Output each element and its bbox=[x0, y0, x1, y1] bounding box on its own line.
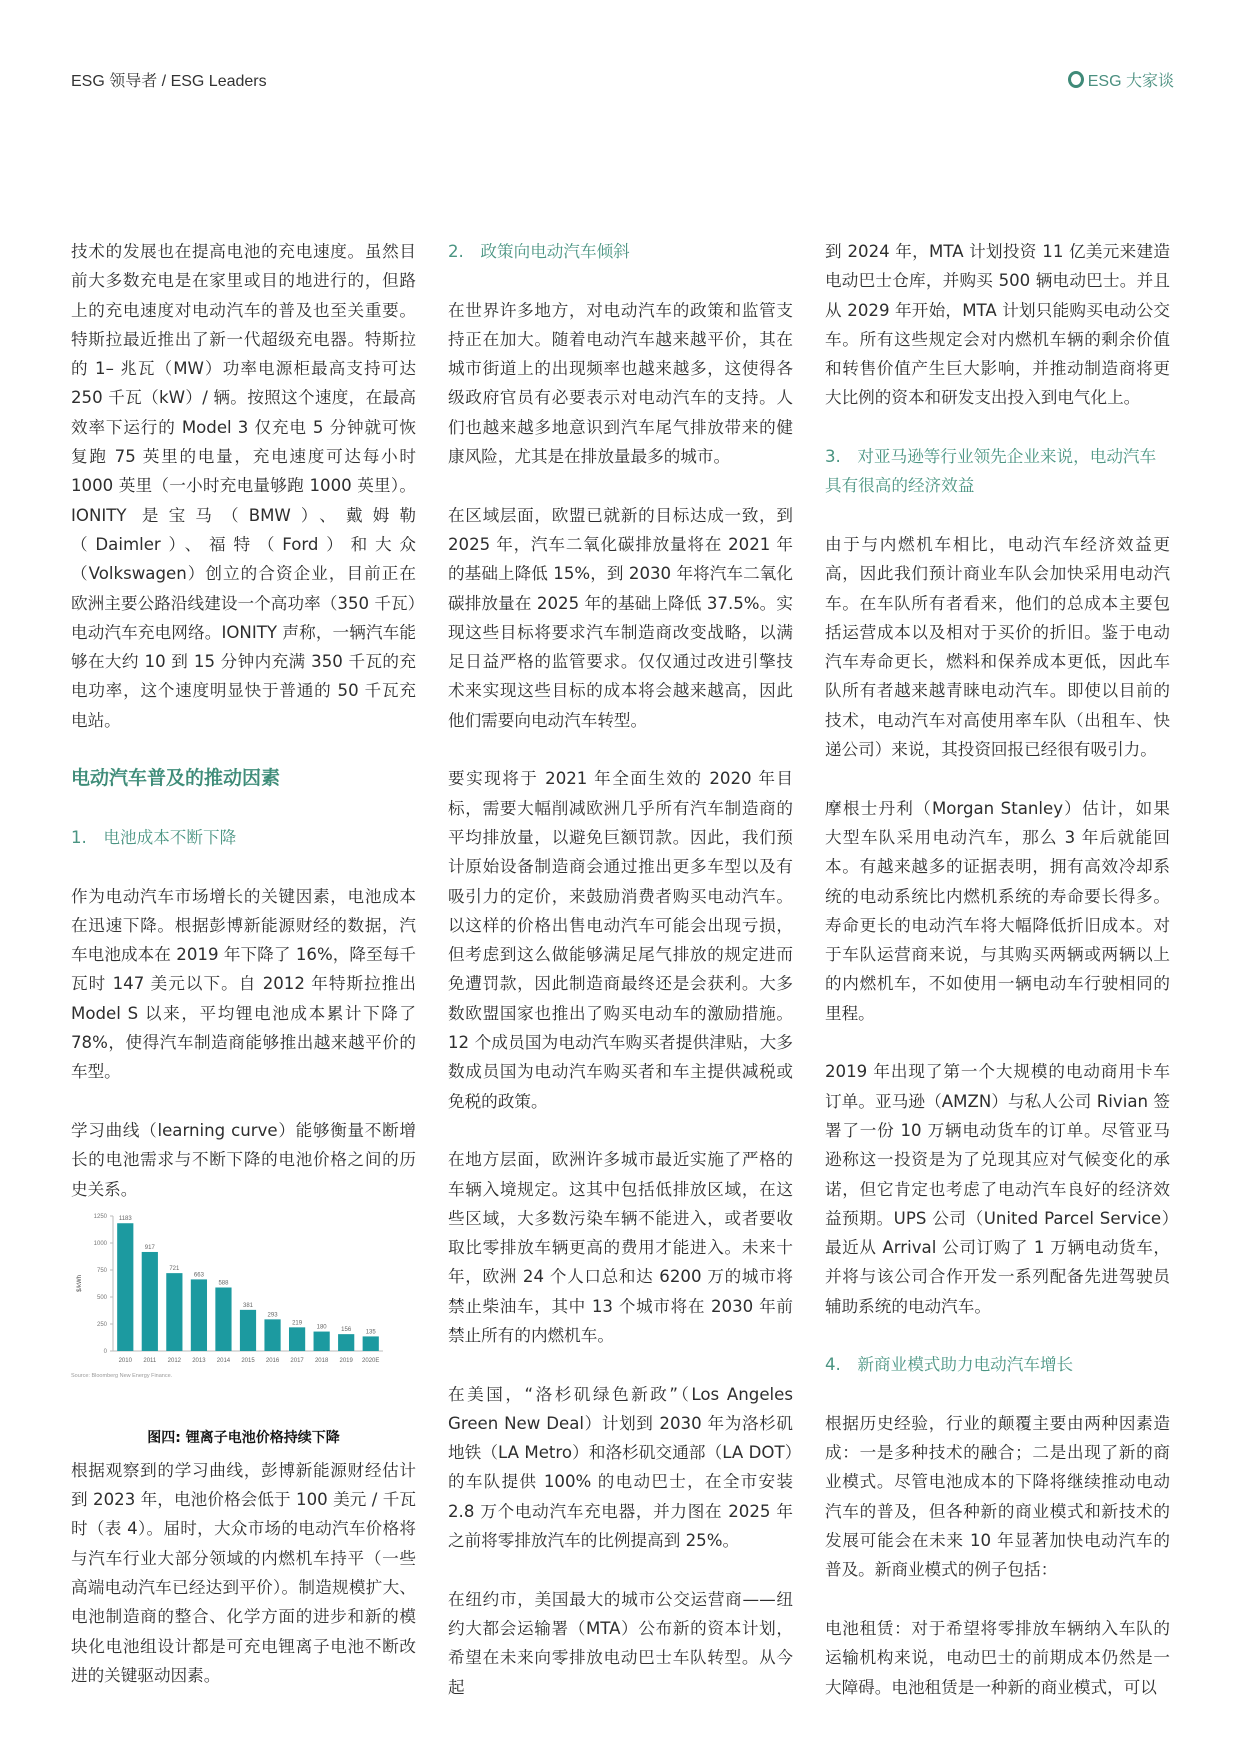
y-axis-label: $/kWh bbox=[77, 1274, 83, 1292]
data-label: 1183 bbox=[118, 1216, 132, 1223]
data-label: 156 bbox=[341, 1326, 352, 1333]
x-tick-label: 2010 bbox=[118, 1357, 132, 1364]
subheading: 1. 电池成本不断下降 bbox=[71, 827, 237, 847]
subheading: 3. 对亚马逊等行业领先企业来说，电动汽车具有很高的经济效益 bbox=[825, 447, 1157, 496]
data-label: 219 bbox=[292, 1320, 303, 1327]
paragraph: 在美国，“洛杉矶绿色新政”（Los Angeles Green New Deal）计划到 2030 年为洛杉矶地铁（LA Metro）和洛杉矶交通部（LA DOT）的车队提供 100% 的电动巴士，在全市安装 2.8 万个电动汽车充电器，并力图在 2025 年之前将零排放汽车的比例提高到 25%。 bbox=[448, 1384, 793, 1551]
header-brand: ESG 大家谈 bbox=[1087, 73, 1174, 90]
paragraph: 作为电动汽车市场增长的关键因素，电池成本在迅速下降。根据彭博新能源财经的数据，汽车电池成本在 2019 年下降了 16%，降至每千瓦时 147 美元以下。自 2012 年特斯拉推出 Model S 以来，平均锂电池成本累计下降了 78%，使得汽车制造商能够推出越来越平价的车型。 bbox=[71, 886, 416, 1082]
x-tick-label: 2015 bbox=[241, 1357, 255, 1364]
bar bbox=[314, 1331, 330, 1350]
paragraph: 由于与内燃机车相比，电动汽车经济效益更高，因此我们预计商业车队会加快采用电动汽车。在车队所有者看来，他们的总成本主要包括运营成本以及相对于买价的折旧。鉴于电动汽车寿命更长，燃料和保养成本更低，因此车队所有者越来越青睐电动汽车。即使以目前的技术，电动汽车对高使用率车队（出租车、快递公司）来说，其投资回报已经很有吸引力。 bbox=[825, 534, 1170, 760]
chart-source: Source: Bloomberg New Energy Finance. bbox=[71, 1372, 173, 1379]
y-tick-label: 1250 bbox=[93, 1213, 107, 1220]
data-label: 135 bbox=[365, 1329, 376, 1336]
bar bbox=[191, 1279, 207, 1351]
bar bbox=[215, 1287, 231, 1351]
data-label: 721 bbox=[169, 1265, 180, 1272]
paragraph: 2019 年出现了第一个大规模的电动商用卡车订单。亚马逊（AMZN）与私人公司 Rivian 签署了一份 10 万辆电动货车的订单。尽管亚马逊称这一投资是为了兑现其应对气候变化的承诺，但它肯定也考虑了电动汽车良好的经济效益预期。UPS 公司（United Parcel Service）最近从 Arrival 公司订购了 1 万辆电动货车，并将与该公司合作开发一系列配备先进驾驶员辅助系统的电动汽车。 bbox=[825, 1062, 1170, 1316]
x-tick-label: 2014 bbox=[216, 1357, 231, 1364]
x-tick-label: 2020E bbox=[362, 1357, 380, 1364]
bar bbox=[363, 1336, 379, 1351]
paragraph: 摩根士丹利（Morgan Stanley）估计，如果大型车队采用电动汽车，那么 3 年后就能回本。有越来越多的证据表明，拥有高效冷却系统的电动系统比内燃机系统的寿命要长得多。寿命更长的电动汽车将大幅降低折旧成本。对于车队运营商来说，与其购买两辆或两辆以上的内燃机车，不如使用一辆电动车行驶相同的里程。 bbox=[825, 798, 1170, 1023]
figure-caption: 图四: 锂离子电池价格持续下降 bbox=[147, 1430, 340, 1447]
paragraph: 技术的发展也在提高电池的充电速度。虽然目前大多数充电是在家里或目的地进行的，但路上的充电速度对电动汽车的普及也至关重要。特斯拉最近推出了新一代超级充电器。特斯拉的 1– 兆瓦（MW）功率电源柜最高支持可达 250 千瓦（kW）/ 辆。按照这个速度，在最高效率下运行的 Model 3 仅充电 5 分钟就可恢复跑 75 英里的电量，充电速度可达每小时 1000 英里（一小时充电量够跑 1000 英里）。IONITY 是宝马（BMW）、戴姆勒（Daimler）、福特（Ford）和大众（Volkswagen）创立的合资企业，目前正在欧洲主要公路沿线建设一个高功率（350 千瓦）电动汽车充电网络。IONITY 声称，一辆汽车能够在大约 10 到 15 分钟内充满 350 千瓦的充电功率，这个速度明显快于普通的 50 千瓦充电站。 bbox=[71, 242, 416, 730]
data-label: 588 bbox=[218, 1280, 229, 1287]
ring-logo-icon bbox=[1068, 71, 1084, 88]
paragraph: 在区域层面，欧盟已就新的目标达成一致，到 2025 年，汽车二氧化碳排放量将在 2021 年的基础上降低 15%，到 2030 年将汽车二氧化碳排放量在 2025 年的基础上降低 37.5%。实现这些目标将要求汽车制造商改变战略，以满足日益严格的监管要求。仅仅通过改进引擎技术来实现这些目标的成本将会越来越高，因此他们需要向电动汽车转型。 bbox=[448, 505, 793, 730]
chart-svg bbox=[71, 1210, 416, 1415]
data-label: 381 bbox=[242, 1302, 254, 1309]
subheading: 4. 新商业模式助力电动汽车增长 bbox=[825, 1355, 1074, 1375]
data-label: 663 bbox=[193, 1272, 204, 1279]
paragraph: 根据观察到的学习曲线，彭博新能源财经估计到 2023 年，电池价格会低于 100 美元 / 千瓦时（表 4）。届时，大众市场的电动汽车价格将与汽车行业大部分领域的内燃机车持平（一些高端电动汽车已经达到平价）。制造规模扩大、电池制造商的整合、化学方面的进步和新的模块化电池组设计都是可充电锂离子电池不断改进的关键驱动因素。 bbox=[71, 1460, 416, 1685]
bar bbox=[142, 1252, 158, 1351]
y-tick-label: 750 bbox=[96, 1267, 107, 1274]
x-tick-label: 2019 bbox=[339, 1357, 353, 1364]
subheading: 2. 政策向电动汽车倾斜 bbox=[448, 242, 630, 261]
data-label: 917 bbox=[144, 1244, 155, 1251]
y-tick-label: 250 bbox=[96, 1321, 107, 1328]
bar bbox=[338, 1334, 354, 1351]
paragraph: 要实现将于 2021 年全面生效的 2020 年目标，需要大幅削减欧洲几乎所有汽车制造商的平均排放量，以避免巨额罚款。因此，我们预计原始设备制造商会通过推出更多车型以及有吸引力的定价，来鼓励消费者购买电动汽车。以这样的价格出售电动汽车可能会出现亏损，但考虑到这么做能够满足尾气排放的规定进而免遭罚款，因此制造商最终还是会获利。大多数欧盟国家也推出了购买电动车的激励措施。12 个成员国为电动汽车购买者提供津贴，大多数成员国为电动汽车购买者和车主提供减税或免税的政策。 bbox=[448, 769, 793, 1111]
paragraph: 在纽约市，美国最大的城市公交运营商——纽约大都会运输署（MTA）公布新的资本计划，希望在未来向零排放电动巴士车队转型。从今起 bbox=[448, 1589, 793, 1697]
data-label: 293 bbox=[267, 1312, 278, 1319]
y-tick-label: 1000 bbox=[93, 1240, 107, 1247]
paragraph: 在地方层面，欧洲许多城市最近实施了严格的车辆入境规定。这其中包括低排放区域，在这些区域，大多数污染车辆不能进入，或者要收取比零排放车辆更高的费用才能进入。未来十年，欧洲 24 个人口总和达 6200 万的城市将禁止柴油车，其中 13 个城市将在 2030 年前禁止所有的内燃机车。 bbox=[448, 1150, 793, 1345]
x-tick-label: 2016 bbox=[265, 1357, 280, 1364]
x-tick-label: 2012 bbox=[167, 1357, 182, 1364]
bar bbox=[264, 1319, 280, 1351]
column-2 bbox=[448, 237, 793, 1731]
paragraph: 在世界许多地方，对电动汽车的政策和监管支持正在加大。随着电动汽车越来越平价，其在城市街道上的出现频率也越来越多，这使得各级政府官员有必要表示对电动汽车的支持。人们也越来越多地意识到汽车尾气排放带来的健康风险，尤其是在排放量最多的城市。 bbox=[448, 300, 793, 467]
column-1 bbox=[71, 237, 416, 1719]
x-tick-label: 2013 bbox=[192, 1357, 206, 1364]
column-3 bbox=[825, 237, 1170, 1731]
battery-price-chart bbox=[71, 1210, 416, 1456]
running-header-left: ESG 领导者 / ESG Leaders bbox=[71, 73, 267, 90]
paragraph: 学习曲线（learning curve）能够衡量不断增长的电池需求与不断下降的电池价格之间的历史关系。 bbox=[71, 1120, 416, 1199]
x-tick-label: 2018 bbox=[314, 1357, 329, 1364]
bar bbox=[166, 1273, 182, 1351]
bar bbox=[289, 1327, 305, 1351]
x-tick-label: 2017 bbox=[290, 1357, 304, 1364]
bar bbox=[117, 1223, 133, 1351]
x-tick-label: 2011 bbox=[143, 1357, 157, 1364]
paragraph: 根据历史经验，行业的颠覆主要由两种因素造成：一是多种技术的融合；二是出现了新的商业模式。尽管电池成本的下降将继续推动电动汽车的普及，但各种新的商业模式和新技术的发展可能会在未来 10 年显著加快电动汽车的普及。新商业模式的例子包括： bbox=[825, 1413, 1170, 1580]
paragraph: 电池租赁：对于希望将零排放车辆纳入车队的运输机构来说，电动巴士的前期成本仍然是一大障碍。电池租赁是一种新的商业模式，可以 bbox=[825, 1618, 1170, 1697]
y-tick-label: 0 bbox=[103, 1348, 107, 1355]
data-label: 180 bbox=[316, 1324, 327, 1331]
bar bbox=[240, 1310, 256, 1351]
paragraph: 到 2024 年，MTA 计划投资 11 亿美元来建造电动巴士仓库，并购买 500 辆电动巴士。并且从 2029 年开始，MTA 计划只能购买电动公交车。所有这些规定会对内燃机车辆的剩余价值和转售价值产生巨大影响，并推动制造商将更大比例的资本和研发支出投入到电气化上。 bbox=[825, 242, 1170, 408]
y-tick-label: 500 bbox=[96, 1294, 107, 1301]
section-heading: 电动汽车普及的推动因素 bbox=[71, 767, 281, 790]
running-header-right bbox=[1068, 68, 1174, 91]
